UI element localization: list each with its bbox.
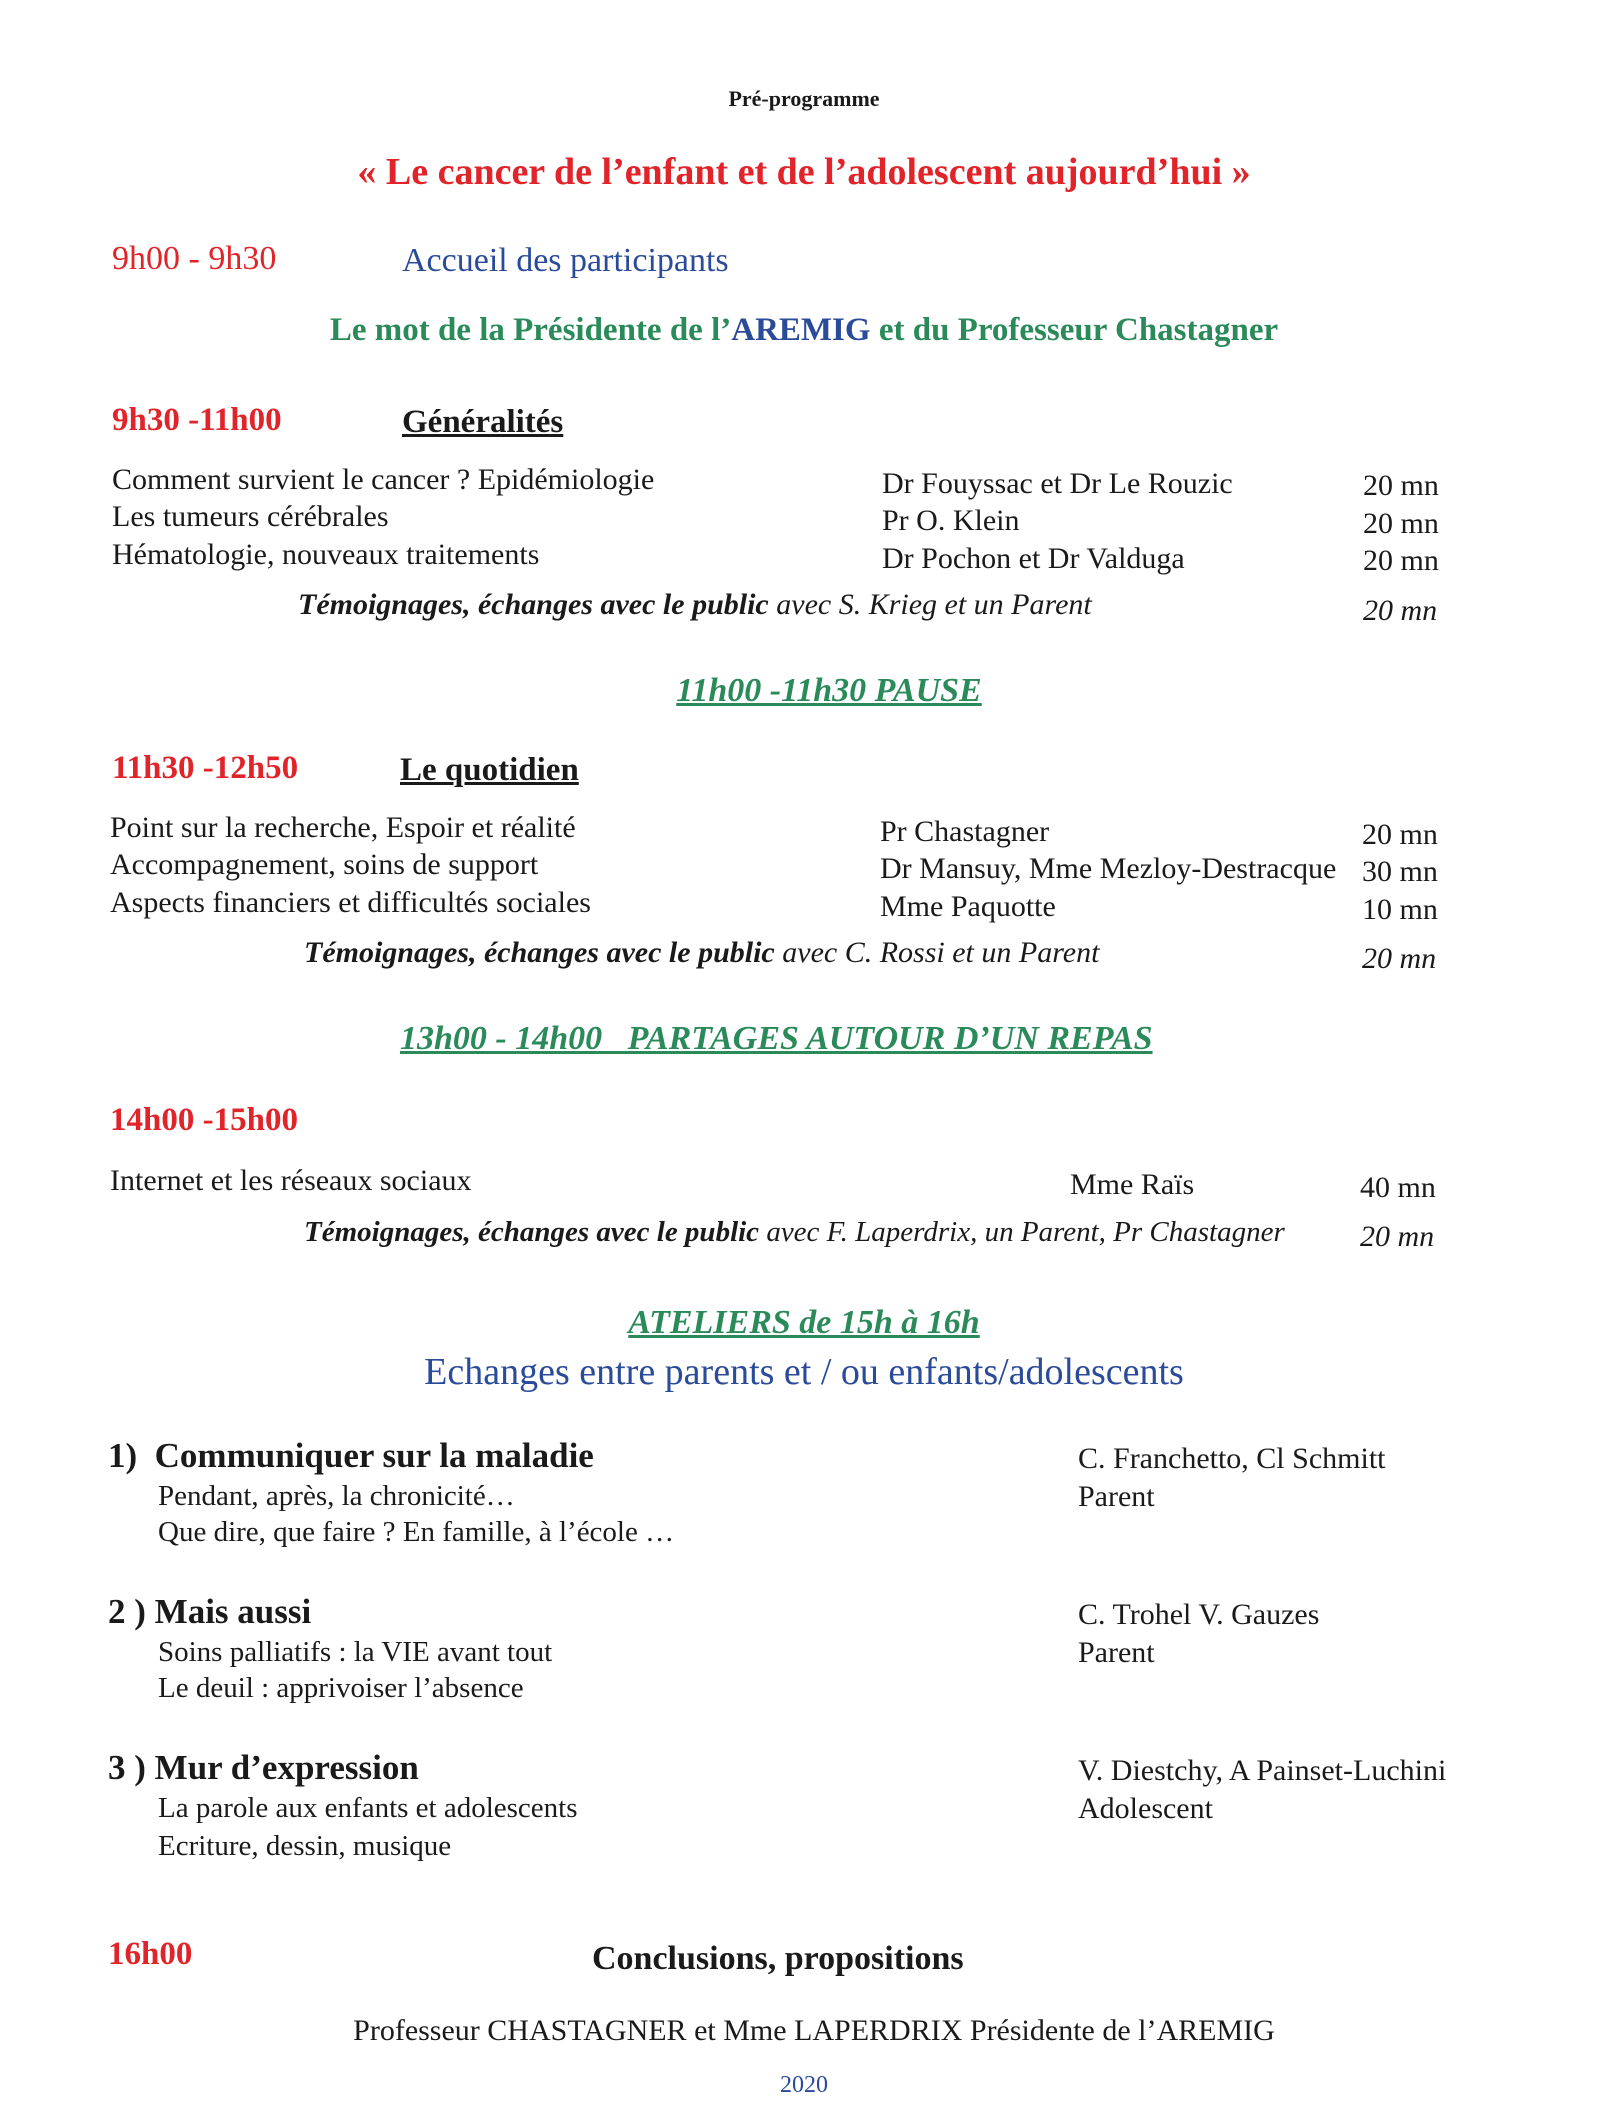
- pause-banner: 11h00 -11h30 PAUSE: [676, 672, 982, 709]
- lunch-banner: 13h00 - 14h00 PARTAGES AUTOUR D’UN REPAS: [400, 1020, 1153, 1057]
- workshop-1-leader-2: Parent: [1078, 1480, 1155, 1513]
- section-1-speaker-3: Dr Pochon et Dr Valduga: [882, 542, 1185, 575]
- section-3-time: 14h00 -15h00: [110, 1102, 298, 1138]
- welcome-time: 9h00 - 9h30: [112, 240, 277, 277]
- workshop-3-line-2: Ecriture, dessin, musique: [158, 1830, 452, 1862]
- closing-time: 16h00: [108, 1936, 193, 1972]
- document-year: 2020: [780, 2072, 828, 2098]
- section-1-duration-2: 20 mn: [1363, 507, 1439, 540]
- opening-part1: Le mot de la Présidente de l’: [329, 312, 732, 348]
- section-2-duration-2: 30 mn: [1362, 855, 1438, 888]
- section-3-topic-1: Internet et les réseaux sociaux: [110, 1164, 472, 1197]
- section-1-title: Généralités: [402, 404, 564, 440]
- closing-title: Conclusions, propositions: [592, 1940, 964, 1977]
- workshops-heading: ATELIERS de 15h à 16h: [628, 1304, 980, 1341]
- workshop-2-line-1: Soins palliatifs : la VIE avant tout: [158, 1636, 553, 1668]
- workshop-1-leader-1: C. Franchetto, Cl Schmitt: [1078, 1442, 1386, 1475]
- workshop-2-title: 2 ) Mais aussi: [108, 1592, 312, 1631]
- section-2-topic-1: Point sur la recherche, Espoir et réalité: [110, 811, 576, 844]
- section-1-duration-3: 20 mn: [1363, 544, 1439, 577]
- section-2-testimony: [304, 936, 1099, 970]
- section-3-duration-1: 40 mn: [1360, 1171, 1436, 1204]
- section-1-testimony-duration: 20 mn: [1363, 594, 1438, 627]
- section-2-speaker-2: Dr Mansuy, Mme Mezloy-Destracque: [880, 852, 1337, 885]
- section-2-testimony-duration: 20 mn: [1362, 942, 1437, 975]
- closing-speakers: Professeur CHASTAGNER et Mme LAPERDRIX Présidente de l’AREMIG: [353, 2014, 1275, 2047]
- section-3-testimony-duration: 20 mn: [1360, 1220, 1435, 1253]
- workshop-1-line-2: Que dire, que faire ? En famille, à l’école …: [158, 1516, 675, 1548]
- workshop-2-line-2: Le deuil : apprivoiser l’absence: [158, 1672, 524, 1704]
- workshop-3-leader-2: Adolescent: [1078, 1792, 1213, 1825]
- section-3-testimony: [304, 1216, 1285, 1249]
- opening-remarks: [0, 312, 1608, 349]
- opening-org: AREMIG: [731, 312, 871, 348]
- section-2-speaker-3: Mme Paquotte: [880, 890, 1056, 923]
- section-1-topic-3: Hématologie, nouveaux traitements: [112, 538, 540, 571]
- workshop-2-leader-2: Parent: [1078, 1636, 1155, 1669]
- section-1-duration-1: 20 mn: [1363, 469, 1439, 502]
- opening-part2: et du Professeur Chastagner: [870, 312, 1279, 348]
- section-2-duration-1: 20 mn: [1362, 818, 1438, 851]
- section-1-testimony-bold: Témoignages, échanges avec le public: [298, 588, 769, 621]
- section-3-speaker-1: Mme Raïs: [1070, 1168, 1195, 1201]
- section-1-testimony-rest: avec S. Krieg et un Parent: [768, 588, 1092, 621]
- page-title: « Le cancer de l’enfant et de l’adolescent aujourd’hui »: [357, 151, 1251, 193]
- section-2-duration-3: 10 mn: [1362, 893, 1438, 926]
- section-3-testimony-rest: avec F. Laperdrix, un Parent, Pr Chastagner: [759, 1216, 1285, 1248]
- section-1-testimony: [298, 588, 1092, 622]
- section-3-testimony-bold: Témoignages, échanges avec le public: [304, 1216, 760, 1248]
- workshop-2-leader-1: C. Trohel V. Gauzes: [1078, 1598, 1320, 1631]
- section-2-topic-2: Accompagnement, soins de support: [110, 848, 539, 881]
- section-2-testimony-bold: Témoignages, échanges avec le public: [304, 936, 775, 969]
- section-1-time: 9h30 -11h00: [112, 402, 282, 438]
- section-1-topic-1: Comment survient le cancer ? Epidémiologie: [112, 463, 655, 496]
- welcome-label: Accueil des participants: [402, 242, 729, 279]
- section-2-topic-3: Aspects financiers et difficultés sociales: [110, 886, 591, 919]
- workshop-1-title: 1) Communiquer sur la maladie: [108, 1436, 594, 1475]
- workshop-1-line-1: Pendant, après, la chronicité…: [158, 1480, 515, 1512]
- section-2-speaker-1: Pr Chastagner: [880, 815, 1050, 848]
- section-1-speaker-2: Pr O. Klein: [882, 504, 1020, 537]
- workshop-3-leader-1: V. Diestchy, A Painset-Luchini: [1078, 1754, 1447, 1787]
- workshop-3-line-1: La parole aux enfants et adolescents: [158, 1792, 578, 1824]
- workshop-3-title: 3 ) Mur d’expression: [108, 1748, 419, 1787]
- workshops-subheading: Echanges entre parents et / ou enfants/adolescents: [424, 1351, 1184, 1393]
- section-1-speaker-1: Dr Fouyssac et Dr Le Rouzic: [882, 467, 1233, 500]
- section-2-title: Le quotidien: [400, 752, 579, 788]
- pre-programme-label: Pré-programme: [728, 86, 880, 111]
- section-2-time: 11h30 -12h50: [112, 750, 299, 786]
- section-1-topic-2: Les tumeurs cérébrales: [112, 500, 389, 533]
- section-2-testimony-rest: avec C. Rossi et un Parent: [774, 936, 1100, 969]
